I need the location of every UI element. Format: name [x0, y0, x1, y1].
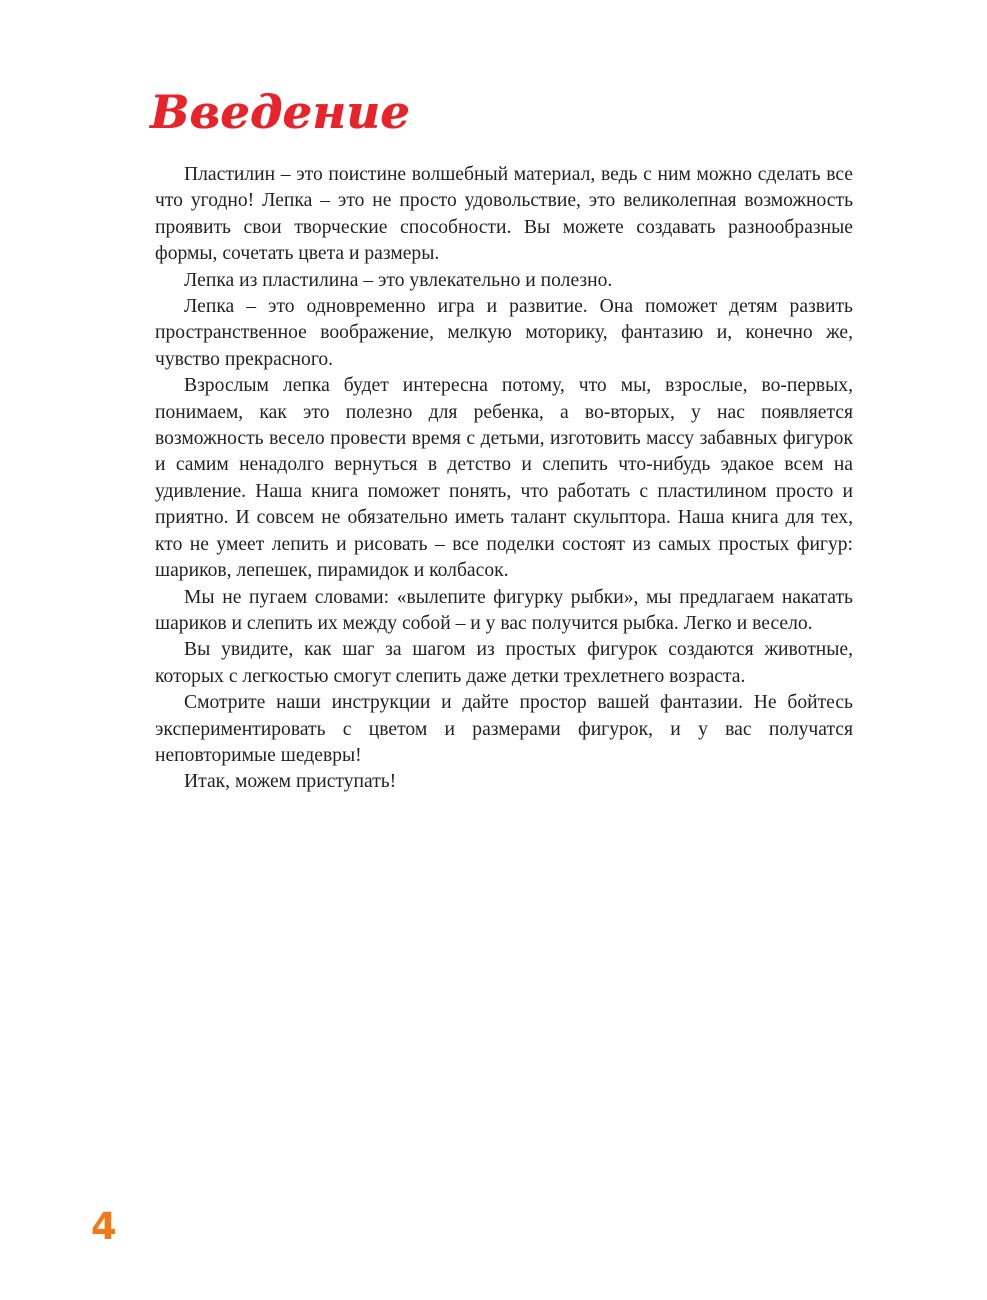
body-text — [155, 162, 853, 796]
page-title: Введение — [150, 85, 410, 139]
paragraph: Вы увидите, как шаг за шагом из простых фигурок создаются животные, которых с легкостью смогут слепить даже детки трехлетнего возраста. — [155, 639, 853, 687]
paragraph: Мы не пугаем словами: «вылепите фигурку рыбки», мы предлагаем накатать шариков и слепить их между собой – и у вас получится рыбка. Легко и весело. — [155, 586, 853, 634]
paragraph: Лепка из пластилина – это увлекательно и полезно. — [184, 269, 613, 291]
paragraph: Лепка – это одновременно игра и развитие. Она поможет детям развить пространственное воображение, мелкую моторику, фантазию и, конечно же, чувство прекрасного. — [155, 296, 853, 370]
paragraph: Пластилин – это поистине волшебный материал, ведь с ним можно сделать все что угодно! Лепка – это не просто удовольствие, это великолепная возможность проявить свои творческие способности. Вы можете создавать разнообразные формы, сочетать цвета и размеры. — [155, 164, 853, 265]
paragraph: Итак, можем приступать! — [184, 771, 397, 793]
page-number: 4 — [91, 1205, 117, 1248]
paragraph: Смотрите наши инструкции и дайте простор вашей фантазии. Не бойтесь экспериментировать с цветом и размерами фигурок, и у вас получатся неповторимые шедевры! — [155, 692, 853, 766]
paragraph: Взрослым лепка будет интересна потому, что мы, взрослые, во-первых, понимаем, как это полезно для ребенка, а во-вторых, у нас появляется возможность весело провести время с детьми, изготовить массу забавных фигурок и самим ненадолго вернуться в детство и слепить что-нибудь эдакое всем на удивление. Наша книга поможет понять, что работать с пластилином просто и приятно. И совсем не обязательно иметь талант скульптора. Наша книга для тех, кто не умеет лепить и рисовать – все поделки состоят из самых простых фигур: шариков, лепешек, пирамидок и колбасок. — [155, 375, 853, 582]
